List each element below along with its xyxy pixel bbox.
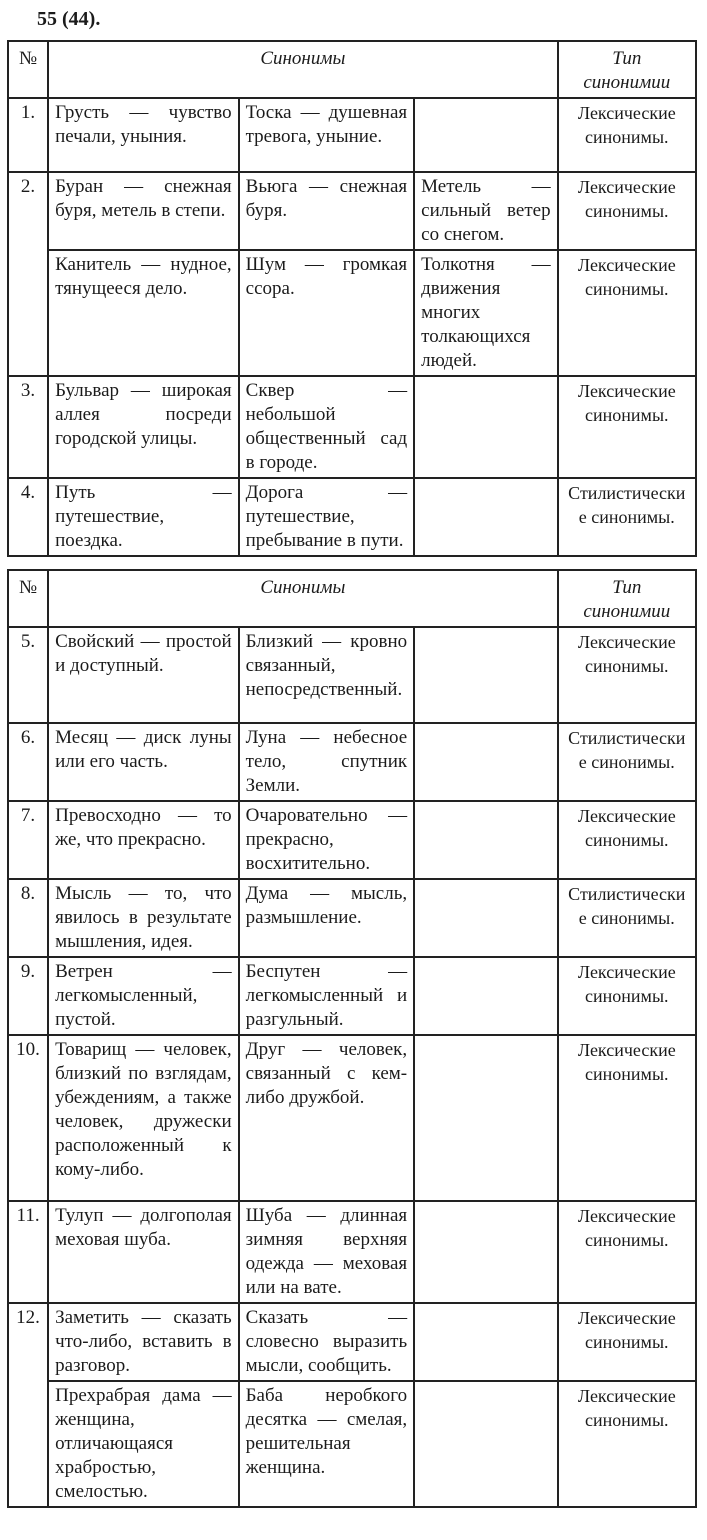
synonym-type-cell: Лексические синонимы.: [558, 957, 696, 1035]
synonym-cell: Канитель — нудное, тянущееся дело.: [48, 250, 239, 376]
synonym-cell: Баба неробкого десятка — смелая, решительная женщина.: [239, 1381, 415, 1507]
row-number-cell: 6.: [8, 723, 48, 801]
synonym-type-cell: Лексические синонимы.: [558, 98, 696, 172]
table-row: [8, 957, 696, 1035]
table-row: [8, 478, 696, 556]
table-row: [8, 801, 696, 879]
empty-cell: [414, 1381, 557, 1507]
synonym-cell: Ветрен — легкомысленный, пустой.: [48, 957, 239, 1035]
empty-cell: [414, 98, 557, 172]
synonym-cell: Сквер — небольшой общественный сад в городе.: [239, 376, 415, 478]
synonym-cell: Путь — путешествие, поездка.: [48, 478, 239, 556]
synonym-cell: Товарищ — человек, близкий по взглядам, убеждениям, а также человек, дружески расположенный к кому-либо.: [48, 1035, 239, 1201]
header-synonymy-type-label: Тип синонимии: [583, 48, 671, 93]
synonym-cell: Свойский — простой и доступный.: [48, 627, 239, 723]
empty-cell: [414, 627, 557, 723]
synonym-type-cell: Лексические синонимы.: [558, 1303, 696, 1381]
synonym-type-cell: Лексические синонимы.: [558, 1381, 696, 1507]
synonym-type-cell: Лексические синонимы.: [558, 376, 696, 478]
synonym-cell: Прехрабрая дама — женщина, отличающаяся храбростью, смелостью.: [48, 1381, 239, 1507]
synonym-cell: Шуба — длинная зимняя верхняя одежда — меховая или на вате.: [239, 1201, 415, 1303]
header-row: [8, 41, 696, 98]
table-row: [8, 879, 696, 957]
empty-cell: [414, 1035, 557, 1201]
synonym-cell: Грусть — чувство печали, уныния.: [48, 98, 239, 172]
table-row: [8, 627, 696, 723]
header-synonyms: Синонимы: [48, 41, 557, 98]
header-synonyms: Синонимы: [48, 570, 557, 627]
empty-cell: [414, 723, 557, 801]
table-row: [8, 1201, 696, 1303]
table-row: [8, 98, 696, 172]
row-number-cell: 12.: [8, 1303, 48, 1507]
synonym-type-cell: Лексические синонимы.: [558, 627, 696, 723]
synonym-type-cell: Стилистические синонимы.: [558, 478, 696, 556]
synonym-cell: Бульвар — широкая аллея посреди городской улицы.: [48, 376, 239, 478]
synonyms-table-2-body: [8, 627, 696, 1507]
synonym-type-cell: Лексические синонимы.: [558, 1201, 696, 1303]
synonym-cell: Буран — снежная буря, метель в степи.: [48, 172, 239, 250]
row-number-cell: 10.: [8, 1035, 48, 1201]
synonym-cell: Друг — человек, связанный с кем-либо дружбой.: [239, 1035, 415, 1201]
synonyms-table-1: [7, 40, 697, 557]
table-row: [8, 1303, 696, 1381]
row-number-cell: 11.: [8, 1201, 48, 1303]
synonym-cell: Толкотня — движения многих толкающихся людей.: [414, 250, 557, 376]
table-row: [8, 1381, 696, 1507]
synonyms-table-1-body: [8, 98, 696, 556]
synonym-cell: Сказать — словесно выразить мысли, сообщить.: [239, 1303, 415, 1381]
empty-cell: [414, 801, 557, 879]
header-synonymy-type: [558, 570, 696, 627]
row-number-cell: 9.: [8, 957, 48, 1035]
synonym-cell: Шум — громкая ссора.: [239, 250, 415, 376]
row-number-cell: 7.: [8, 801, 48, 879]
row-number-cell: 8.: [8, 879, 48, 957]
synonym-cell: Мысль — то, что явилось в результате мышления, идея.: [48, 879, 239, 957]
synonym-cell: Близкий — кровно связанный, непосредственный.: [239, 627, 415, 723]
header-number: №: [8, 570, 48, 627]
synonym-type-cell: Лексические синонимы.: [558, 1035, 696, 1201]
table-row: [8, 172, 696, 250]
row-number-cell: 2.: [8, 172, 48, 376]
table-row: [8, 1035, 696, 1201]
empty-cell: [414, 376, 557, 478]
header-row: [8, 570, 696, 627]
synonym-cell: Дума — мысль, размышление.: [239, 879, 415, 957]
row-number-cell: 4.: [8, 478, 48, 556]
synonym-type-cell: Лексические синонимы.: [558, 250, 696, 376]
synonym-cell: Вьюга — снежная буря.: [239, 172, 415, 250]
header-synonymy-type-label: Тип синонимии: [583, 577, 671, 622]
synonym-cell: Беспутен — легкомысленный и разгульный.: [239, 957, 415, 1035]
synonym-cell: Заметить — сказать что-либо, вставить в разговор.: [48, 1303, 239, 1381]
row-number-cell: 1.: [8, 98, 48, 172]
header-number: №: [8, 41, 48, 98]
table-row: [8, 250, 696, 376]
empty-cell: [414, 478, 557, 556]
synonyms-table-2: [7, 569, 697, 1508]
synonym-cell: Месяц — диск луны или его часть.: [48, 723, 239, 801]
synonym-type-cell: Лексические синонимы.: [558, 172, 696, 250]
exercise-number: 55 (44).: [37, 8, 101, 30]
table-row: [8, 376, 696, 478]
synonym-cell: Дорога — путешествие, пребывание в пути.: [239, 478, 415, 556]
synonym-cell: Превосходно — то же, что прекрасно.: [48, 801, 239, 879]
empty-cell: [414, 1201, 557, 1303]
synonym-type-cell: Стилистические синонимы.: [558, 723, 696, 801]
empty-cell: [414, 1303, 557, 1381]
synonym-type-cell: Лексические синонимы.: [558, 801, 696, 879]
empty-cell: [414, 879, 557, 957]
synonym-type-cell: Стилистические синонимы.: [558, 879, 696, 957]
synonym-cell: Тоска — душевная тревога, уныние.: [239, 98, 415, 172]
table-row: [8, 723, 696, 801]
synonym-cell: Очаровательно — прекрасно, восхитительно.: [239, 801, 415, 879]
row-number-cell: 3.: [8, 376, 48, 478]
synonym-cell: Тулуп — долгополая меховая шуба.: [48, 1201, 239, 1303]
synonym-cell: Метель — сильный ветер со снегом.: [414, 172, 557, 250]
empty-cell: [414, 957, 557, 1035]
header-synonymy-type: [558, 41, 696, 98]
synonym-cell: Луна — небесное тело, спутник Земли.: [239, 723, 415, 801]
row-number-cell: 5.: [8, 627, 48, 723]
